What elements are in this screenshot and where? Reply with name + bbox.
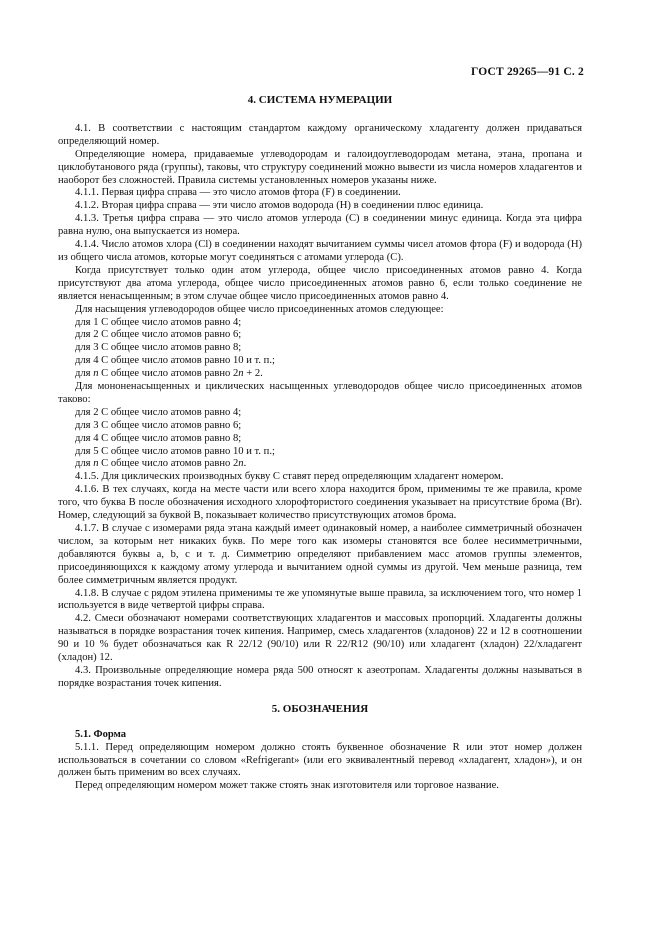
list-item: для 3 С общее число атомов равно 6; xyxy=(75,419,242,431)
list-item: для 4 С общее число атомов равно 8; xyxy=(75,432,242,444)
paragraph-4-1-4: 4.1.4. Число атомов хлора (Cl) в соединении находят вычитанием суммы чисел атомов фтора (F) и водорода (H) из общего числа атомов, которые могут соединяться с атомами углерода (C). xyxy=(58,239,582,263)
list-item: для 5 С общее число атомов равно 10 и т. п.; xyxy=(75,445,275,457)
paragraph-manufacturer: Перед определяющим номером может также стоять знак изготовителя или торговое название. xyxy=(75,780,499,792)
list-item: для 2 С общее число атомов равно 4; xyxy=(75,406,242,418)
document-body xyxy=(58,92,582,793)
list-item: для 2 С общее число атомов равно 6; xyxy=(75,329,242,341)
paragraph-5-1-1: 5.1.1. Перед определяющим номером должно стоять буквенное обозначение R или этот номер должен использоваться в сочетании со словом «Refrigerant» (или его эквивалентный перевод «хладагент, хладон»), и он должен быть применим во всех случаях. xyxy=(58,741,582,779)
list-item-formula: для n С общее число атомов равно 2n + 2. xyxy=(75,368,263,380)
list-item-formula: для n С общее число атомов равно 2n. xyxy=(75,458,247,470)
paragraph-4-2: 4.2. Смеси обозначают номерами соответствующих хладагентов и массовых пропорций. Хладагенты должны называться в порядке возрастания точек кипения. Например, смесь хладагентов (хладонов) 22 и 12 в соотношении 90 и 10 % будет обозначаться как R 22/12 (90/10) или R 22/R12 (90/10) или хладагент (хладон) 22/хладагент (хладон) 12. xyxy=(58,613,582,664)
paragraph-definition: Определяющие номера, придаваемые углеводородам и галоидоуглеводородам метана, этана, пропана и циклобутанового ряда (группы), таковы, что структуру соединений можно вывести из числа номеров хладагентов и наоборот без сложностей. Правила системы установленных номеров указаны ниже. xyxy=(58,148,582,186)
paragraph-4-1: 4.1. В соответствии с настоящим стандартом каждому органическому хладагенту должен придаваться определяющий номер. xyxy=(58,122,582,147)
paragraph-4-1-3: 4.1.3. Третья цифра справа — это число атомов углерода (C) в соединении минус единица. Когда эта цифра равна нулю, она выпускается из номера. xyxy=(58,213,582,238)
paragraph-one-carbon: Когда присутствует только один атом углерода, общее число присоединенных атомов равно 4. Когда присутствуют два атома углерода, общее число присоединенных атомов равно 6, если только соединение не является ненасыщенным; в этом случае общее число присоединенных атомов равно 4. xyxy=(58,264,582,302)
paragraph-4-3: 4.3. Произвольные определяющие номера ряда 500 относят к азеотропам. Хладагенты должны называться в порядке возрастания точек кипения. xyxy=(58,664,582,689)
page-header: ГОСТ 29265—91 С. 2 xyxy=(471,66,584,78)
paragraph-saturation: Для насыщения углеводородов общее число присоединенных атомов следующее: xyxy=(75,303,444,315)
list-item: для 3 С общее число атомов равно 8; xyxy=(75,342,242,354)
paragraph-4-1-5: 4.1.5. Для циклических производных букву С ставят перед определяющим хладагент номером. xyxy=(75,471,504,483)
section-4-title: 4. СИСТЕМА НУМЕРАЦИИ xyxy=(247,94,393,106)
list-item: для 1 С общее число атомов равно 4; xyxy=(75,316,242,328)
section-5-title: 5. ОБОЗНАЧЕНИЯ xyxy=(271,702,369,715)
paragraph-4-1-1: 4.1.1. Первая цифра справа — это число атомов фтора (F) в соединении. xyxy=(75,187,401,199)
list-item: для 4 С общее число атомов равно 10 и т. п.; xyxy=(75,355,275,367)
paragraph-4-1-8: 4.1.8. В случае с рядом этилена применимы те же упомянутые выше правила, за исключением того, что номер 1 используется в виде четвертой цифры справа. xyxy=(58,587,582,612)
paragraph-4-1-6: 4.1.6. В тех случаях, когда на месте части или всего хлора находится бром, применимы те же правила, кроме того, что буква В после обозначения исходного хлорофтористого соединения указывает на присутствие брома (Br). Номер, следующий за буквой В, показывает количество присутствующих атомов брома. xyxy=(58,484,582,522)
paragraph-4-1-7: 4.1.7. В случае с изомерами ряда этана каждый имеет одинаковый номер, а наиболее симметричный обозначен числом, за которым нет никаких букв. По мере того как изомеры становятся все более несимметричными, добавляются буквы a, b, c и т. д. Симметрию определяют прибавлением масс атомов группы элементов, присоединяющихся к каждому атому углерода и вычитанием одной суммы из другой. Чем меньше разница, тем более симметричным является продукт. xyxy=(58,523,582,586)
paragraph-mono: Для мононенасыщенных и циклических насыщенных углеводородов общее число присоединенных атомов таково: xyxy=(58,381,582,405)
paragraph-4-1-2: 4.1.2. Вторая цифра справа — эти число атомов водорода (H) в соединении плюс единица. xyxy=(75,200,484,212)
subsection-5-1-title: 5.1. Форма xyxy=(75,728,127,740)
